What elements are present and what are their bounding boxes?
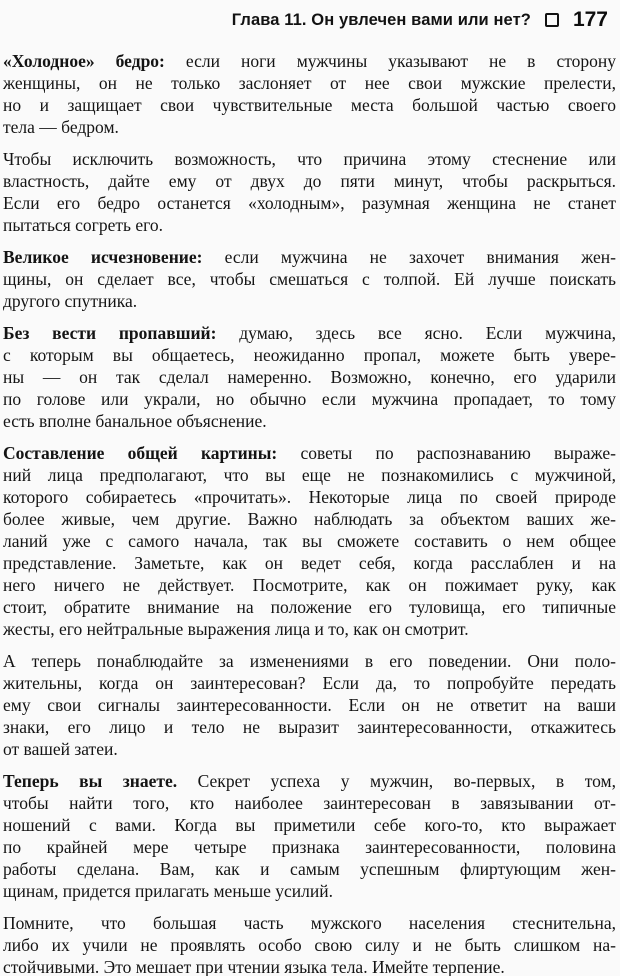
paragraph-lead: Великое исчезновение: bbox=[3, 247, 203, 267]
text-line: ему свои сигналы заинтересованности. Если он не ответит на ваши bbox=[3, 695, 616, 715]
text-line: стоит, обратите внимание на положение его туловища, его типичные bbox=[3, 597, 616, 617]
text-line: Помните, что большая часть мужского населения стеснительна, bbox=[3, 913, 616, 933]
text-line: более живые, чем другие. Важно наблюдать за объектом ваших же- bbox=[3, 509, 616, 529]
paragraph bbox=[3, 442, 616, 640]
text-line: ланий уже с самого начала, так вы сможете составить о нем общее bbox=[3, 531, 616, 551]
text-line: представление. Заметьте, как он ведет себя, когда расслаблен и на bbox=[3, 553, 616, 573]
text-line: ны — он так сделал намеренно. Возможно, конечно, его ударили bbox=[3, 367, 616, 387]
text-line: жесты, его нейтральные выражения лица и то, как он смотрит. bbox=[3, 619, 469, 639]
text-line: но и защищает свои чувствительные места большой частью своего bbox=[3, 95, 616, 115]
text-line: работы сделана. Вам, как и самым успешным флиртующим жен- bbox=[3, 859, 616, 879]
paragraph bbox=[3, 148, 616, 236]
text-line: Чтобы исключить возможность, что причина этому стеснение или bbox=[3, 149, 616, 169]
paragraph bbox=[3, 246, 616, 312]
paragraph bbox=[3, 50, 616, 138]
text-line: щинам, придется прилагать меньше усилий. bbox=[3, 881, 334, 901]
paragraph bbox=[3, 912, 616, 976]
text-line: жительны, когда он заинтересован? Если да, то попробуйте передать bbox=[3, 673, 616, 693]
paragraph-lead: Составление общей картины: bbox=[3, 443, 278, 463]
text-line: знаки, его лицо и тело не выразит заинтересованности, откажитесь bbox=[3, 717, 616, 737]
paragraph-lead: Без вести пропавший: bbox=[3, 323, 217, 343]
text-line: стойчивыми. Это мешает при чтении языка тела. Имейте терпение. bbox=[3, 957, 505, 976]
square-bullet-icon bbox=[545, 13, 559, 27]
page-body bbox=[3, 50, 616, 976]
text-line: чтобы найти того, кто наиболее заинтересован в завязывании от- bbox=[3, 793, 616, 813]
text-line: Без вести пропавший: думаю, здесь все ясно. Если мужчина, bbox=[3, 323, 616, 343]
paragraph-lead: «Холодное» бедро: bbox=[3, 51, 165, 71]
text-line: по голове или украли, но обычно если мужчина пропадает, то тому bbox=[3, 389, 616, 409]
page-number: 177 bbox=[572, 8, 608, 31]
text-line: женщины, он не только заслоняет от нее свои мужские прелести, bbox=[3, 73, 616, 93]
text-line: есть вполне банальное объяснение. bbox=[3, 411, 267, 431]
text-line: от вашей затеи. bbox=[3, 739, 118, 759]
text-line: которого собираетесь «прочитать». Некоторые лица по своей природе bbox=[3, 487, 616, 507]
text-line: ношений с вами. Когда вы приметили себе кого-то, кто выражает bbox=[3, 815, 616, 835]
text-line: с которым вы общаетесь, неожиданно пропал, можете быть увере- bbox=[3, 345, 616, 365]
text-line: «Холодное» бедро: если ноги мужчины указывают не в сторону bbox=[3, 51, 616, 71]
paragraph bbox=[3, 322, 616, 432]
running-header bbox=[3, 8, 616, 32]
text-line: Если его бедро останется «холодным», разумная женщина не станет bbox=[3, 193, 616, 213]
text-line: Теперь вы знаете. Секрет успеха у мужчин, во-первых, в том, bbox=[3, 771, 616, 791]
text-line: ний лица предполагают, что вы еще не познакомились с мужчиной, bbox=[3, 465, 616, 485]
chapter-title: Глава 11. Он увлечен вами или нет? bbox=[231, 10, 531, 29]
text-line: него ничего не действует. Посмотрите, как он пожимает руку, как bbox=[3, 575, 616, 595]
paragraph bbox=[3, 770, 616, 902]
text-line: Составление общей картины: советы по распознаванию выраже- bbox=[3, 443, 616, 463]
text-line: по крайней мере четыре признака заинтересованности, половина bbox=[3, 837, 616, 857]
text-line: другого спутника. bbox=[3, 291, 138, 311]
text-line: властность, дайте ему от двух до пяти минут, чтобы раскрыться. bbox=[3, 171, 616, 191]
text-line: А теперь понаблюдайте за изменениями в его поведении. Они поло- bbox=[3, 651, 616, 671]
text-line: тела — бедром. bbox=[3, 117, 119, 137]
paragraph-lead: Теперь вы знаете. bbox=[3, 771, 178, 791]
text-line: щины, он сделает все, чтобы смешаться с толпой. Ей лучше поискать bbox=[3, 269, 616, 289]
paragraph bbox=[3, 650, 616, 760]
text-line: пытаться согреть его. bbox=[3, 215, 163, 235]
text-line: Великое исчезновение: если мужчина не захочет внимания жен- bbox=[3, 247, 617, 267]
text-line: либо их учили не проявлять особо свою силу и не быть слишком на- bbox=[3, 935, 616, 955]
